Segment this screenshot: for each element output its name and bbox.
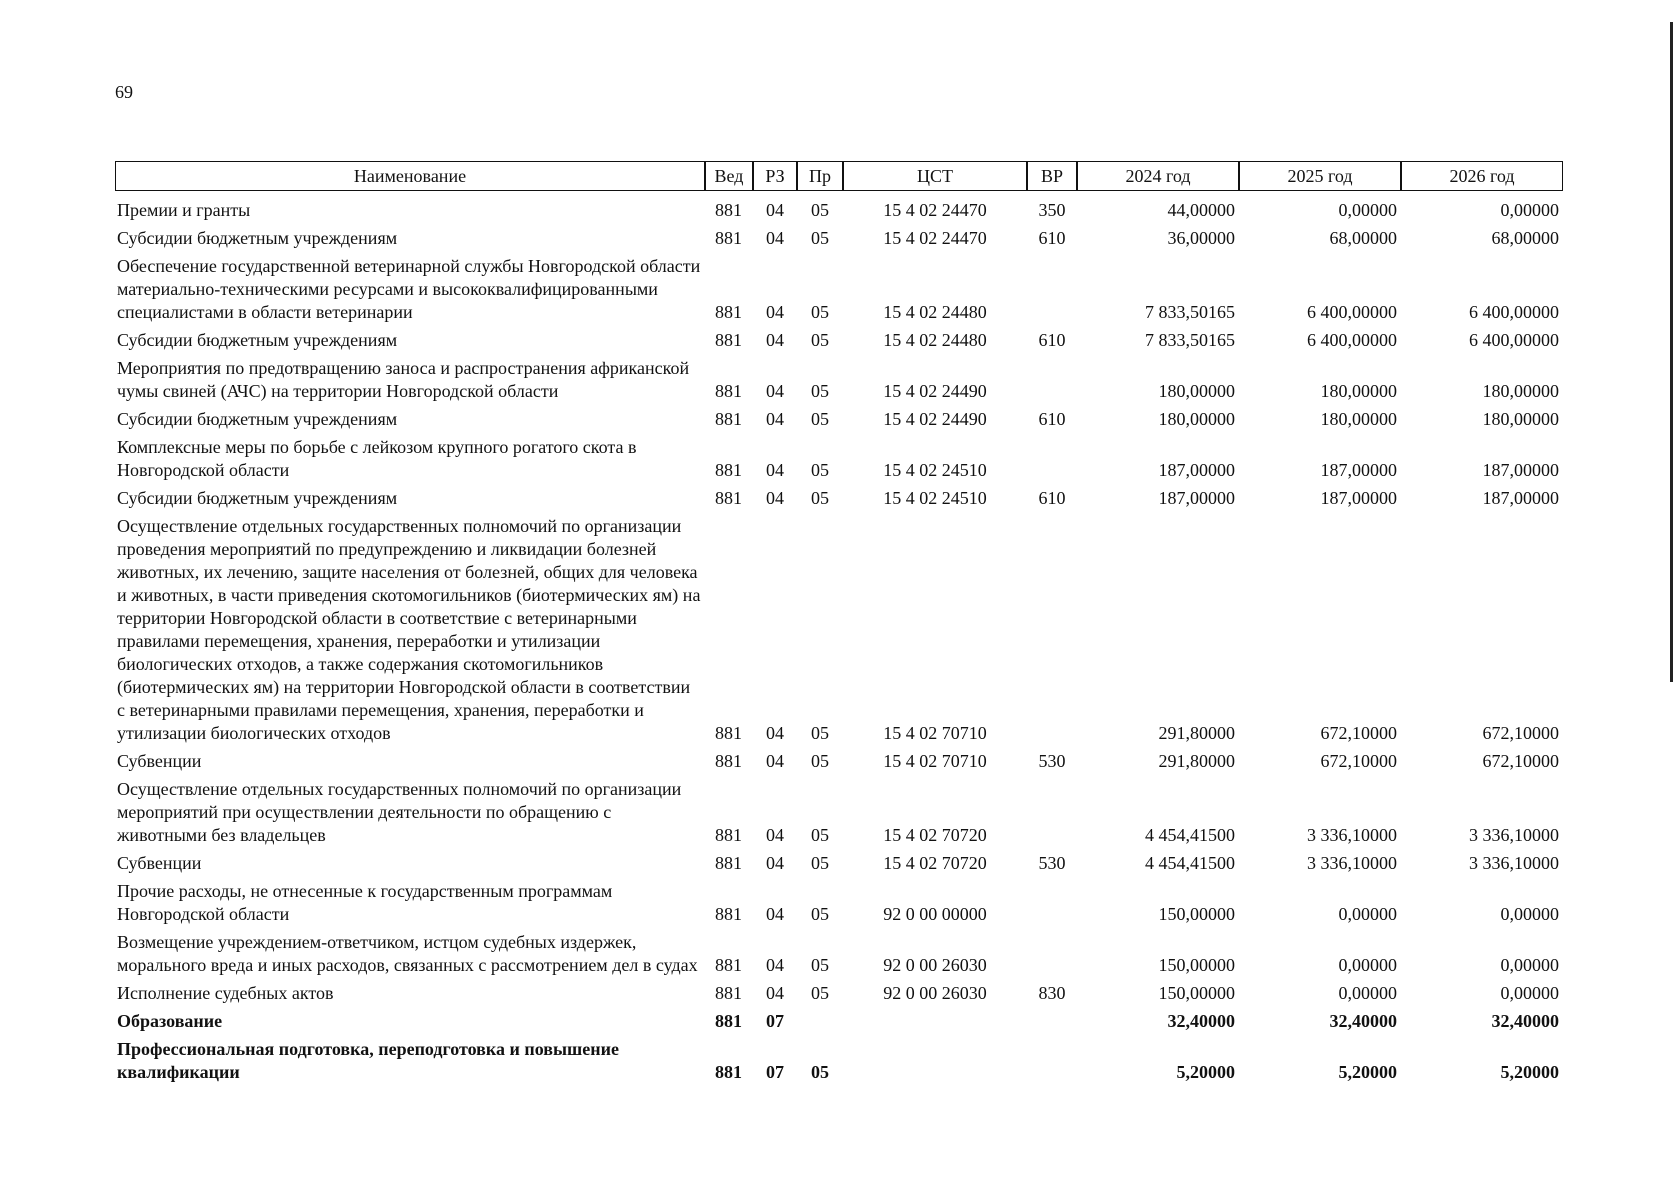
cell-rz: 07 — [766, 1011, 784, 1031]
header-cst: ЦСТ — [843, 161, 1027, 191]
cell-rz: 04 — [766, 904, 784, 924]
cell-vr — [1027, 510, 1077, 745]
cell-2024: 44,00000 — [1167, 200, 1235, 220]
cell-name: Субсидии бюджетным учреждениям — [117, 228, 398, 248]
cell-vr: 350 — [1038, 200, 1066, 220]
cell-rz: 07 — [766, 1062, 784, 1082]
cell-name: Премии и гранты — [117, 200, 251, 220]
cell-cst: 15 4 02 24510 — [883, 460, 987, 480]
cell-ved: 881 — [715, 1011, 742, 1031]
cell-rz: 04 — [766, 825, 784, 845]
table-row — [115, 482, 1563, 510]
cell-2024: 4 454,41500 — [1145, 825, 1235, 845]
table-row — [115, 431, 1563, 482]
header-2026: 2026 год — [1401, 161, 1563, 191]
header-rz: РЗ — [753, 161, 797, 191]
cell-vr: 830 — [1038, 983, 1066, 1003]
cell-2024: 187,00000 — [1158, 488, 1235, 508]
cell-vr — [1027, 1033, 1077, 1084]
cell-2026: 672,10000 — [1482, 723, 1559, 743]
cell-2025: 6 400,00000 — [1307, 330, 1397, 350]
table-row — [115, 847, 1563, 875]
cell-pr: 05 — [811, 955, 829, 975]
cell-2025: 6 400,00000 — [1307, 302, 1397, 322]
cell-2024: 291,80000 — [1158, 751, 1235, 771]
cell-vr: 610 — [1038, 488, 1066, 508]
cell-2024: 7 833,50165 — [1145, 302, 1235, 322]
cell-2025: 187,00000 — [1320, 460, 1397, 480]
cell-vr — [1027, 431, 1077, 482]
header-vr: ВР — [1027, 161, 1077, 191]
cell-cst: 92 0 00 26030 — [883, 955, 987, 975]
cell-ved: 881 — [715, 330, 742, 350]
cell-2026: 5,20000 — [1500, 1062, 1559, 1082]
cell-name: Субвенции — [117, 751, 202, 771]
cell-2026: 187,00000 — [1482, 488, 1559, 508]
cell-pr: 05 — [811, 200, 829, 220]
cell-2026: 68,00000 — [1491, 228, 1559, 248]
table-row — [115, 324, 1563, 352]
cell-pr: 05 — [811, 825, 829, 845]
cell-cst: 15 4 02 70720 — [883, 853, 987, 873]
cell-cst: 15 4 02 24480 — [883, 330, 987, 350]
cell-pr: 05 — [811, 330, 829, 350]
cell-2024: 150,00000 — [1158, 904, 1235, 924]
cell-pr: 05 — [811, 723, 829, 743]
table-row — [115, 403, 1563, 431]
cell-2026: 6 400,00000 — [1469, 330, 1559, 350]
cell-name: Возмещение учреждением-ответчиком, истцом судебных издержек, морального вреда и иных расходов, связанных с рассмотрением дел в судах — [117, 932, 698, 975]
header-name: Наименование — [115, 161, 705, 191]
cell-2024: 150,00000 — [1158, 983, 1235, 1003]
cell-2025: 68,00000 — [1329, 228, 1397, 248]
cell-pr: 05 — [811, 228, 829, 248]
cell-vr: 610 — [1038, 409, 1066, 429]
cell-2024: 7 833,50165 — [1145, 330, 1235, 350]
cell-2024: 150,00000 — [1158, 955, 1235, 975]
cell-pr: 05 — [811, 381, 829, 401]
cell-rz: 04 — [766, 488, 784, 508]
cell-name: Образование — [117, 1011, 223, 1031]
cell-2025: 187,00000 — [1320, 488, 1397, 508]
cell-rz: 04 — [766, 330, 784, 350]
cell-2026: 0,00000 — [1500, 904, 1559, 924]
cell-rz: 04 — [766, 302, 784, 322]
cell-name: Исполнение судебных актов — [117, 983, 334, 1003]
cell-vr: 610 — [1038, 228, 1066, 248]
cell-2026: 672,10000 — [1482, 751, 1559, 771]
cell-ved: 881 — [715, 460, 742, 480]
cell-2024: 180,00000 — [1158, 409, 1235, 429]
cell-vr — [1027, 875, 1077, 926]
table-row — [115, 510, 1563, 745]
cell-name: Обеспечение государственной ветеринарной службы Новгородской области материально-техническими ресурсами и высококвалифицированными специалистами в области ветеринарии — [117, 256, 701, 322]
cell-cst: 15 4 02 70710 — [883, 723, 987, 743]
cell-2026: 0,00000 — [1500, 200, 1559, 220]
header-pr: Пр — [797, 161, 843, 191]
cell-2025: 0,00000 — [1338, 200, 1397, 220]
cell-2026: 0,00000 — [1500, 955, 1559, 975]
cell-pr: 05 — [811, 853, 829, 873]
cell-vr — [1027, 1005, 1077, 1033]
table-body — [115, 191, 1563, 1084]
cell-name: Профессиональная подготовка, переподготовка и повышение квалификации — [117, 1039, 619, 1082]
header-2025: 2025 год — [1239, 161, 1401, 191]
cell-rz: 04 — [766, 983, 784, 1003]
cell-pr: 05 — [811, 983, 829, 1003]
table-row — [115, 926, 1563, 977]
cell-ved: 881 — [715, 409, 742, 429]
cell-name: Осуществление отдельных государственных полномочий по организации мероприятий при осуществлении деятельности по обращению с животными без владельцев — [117, 779, 682, 845]
cell-cst: 15 4 02 24490 — [883, 381, 987, 401]
cell-cst: 15 4 02 24470 — [883, 200, 987, 220]
cell-vr — [1027, 926, 1077, 977]
table-row — [115, 191, 1563, 222]
cell-vr: 530 — [1038, 751, 1066, 771]
cell-2024: 5,20000 — [1176, 1062, 1235, 1082]
cell-vr — [1027, 773, 1077, 847]
cell-name: Осуществление отдельных государственных полномочий по организации проведения мероприятий по предупреждению и ликвидации болезней животных, их лечению, защите населения от болезней, общих для человека и животных, в части приведения скотомогильников (биотермических ям) на территории Новгородской области в соответствие с ветеринарными правилами перемещения, хранения, переработки и утилизации биологических отходов, а также содержания скотомогильников (биотермических ям) на территории Новгородской области в соответствии с ветеринарными правилами перемещения, хранения, переработки и утилизации биологических отходов — [117, 516, 701, 743]
cell-ved: 881 — [715, 200, 742, 220]
cell-cst: 15 4 02 24470 — [883, 228, 987, 248]
cell-2025: 0,00000 — [1338, 904, 1397, 924]
cell-name: Субвенции — [117, 853, 202, 873]
budget-table — [115, 161, 1563, 1084]
cell-rz: 04 — [766, 409, 784, 429]
cell-ved: 881 — [715, 853, 742, 873]
cell-rz: 04 — [766, 723, 784, 743]
cell-ved: 881 — [715, 302, 742, 322]
header-2024: 2024 год — [1077, 161, 1239, 191]
table-row — [115, 1033, 1563, 1084]
cell-pr: 05 — [811, 302, 829, 322]
cell-pr — [797, 1005, 843, 1033]
cell-rz: 04 — [766, 460, 784, 480]
cell-2026: 180,00000 — [1482, 381, 1559, 401]
cell-rz: 04 — [766, 751, 784, 771]
cell-ved: 881 — [715, 228, 742, 248]
cell-2025: 5,20000 — [1338, 1062, 1397, 1082]
header-ved: Вед — [705, 161, 753, 191]
cell-cst: 92 0 00 26030 — [883, 983, 987, 1003]
cell-name: Субсидии бюджетным учреждениям — [117, 488, 398, 508]
cell-pr: 05 — [811, 409, 829, 429]
cell-2025: 672,10000 — [1320, 723, 1397, 743]
cell-rz: 04 — [766, 200, 784, 220]
cell-rz: 04 — [766, 955, 784, 975]
cell-2025: 32,40000 — [1329, 1011, 1397, 1031]
cell-ved: 881 — [715, 723, 742, 743]
cell-2025: 3 336,10000 — [1307, 825, 1397, 845]
cell-pr: 05 — [811, 460, 829, 480]
cell-2025: 0,00000 — [1338, 955, 1397, 975]
cell-2024: 36,00000 — [1167, 228, 1235, 248]
table-row — [115, 773, 1563, 847]
cell-2025: 3 336,10000 — [1307, 853, 1397, 873]
cell-2026: 32,40000 — [1491, 1011, 1559, 1031]
cell-cst: 15 4 02 70710 — [883, 751, 987, 771]
cell-2026: 180,00000 — [1482, 409, 1559, 429]
cell-cst: 15 4 02 24510 — [883, 488, 987, 508]
cell-vr — [1027, 352, 1077, 403]
cell-ved: 881 — [715, 751, 742, 771]
cell-2026: 187,00000 — [1482, 460, 1559, 480]
cell-2025: 180,00000 — [1320, 381, 1397, 401]
cell-name: Мероприятия по предотвращению заноса и распространения африканской чумы свиней (АЧС) на территории Новгородской области — [117, 358, 690, 401]
cell-vr: 610 — [1038, 330, 1066, 350]
table-row — [115, 875, 1563, 926]
cell-2026: 0,00000 — [1500, 983, 1559, 1003]
cell-pr: 05 — [811, 904, 829, 924]
cell-2025: 180,00000 — [1320, 409, 1397, 429]
table-row — [115, 745, 1563, 773]
cell-ved: 881 — [715, 904, 742, 924]
cell-rz: 04 — [766, 381, 784, 401]
cell-name: Комплексные меры по борьбе с лейкозом крупного рогатого скота в Новгородской области — [117, 437, 637, 480]
cell-ved: 881 — [715, 381, 742, 401]
cell-ved: 881 — [715, 955, 742, 975]
cell-2024: 180,00000 — [1158, 381, 1235, 401]
cell-pr: 05 — [811, 488, 829, 508]
cell-2026: 6 400,00000 — [1469, 302, 1559, 322]
cell-cst — [843, 1005, 1027, 1033]
cell-2026: 3 336,10000 — [1469, 853, 1559, 873]
cell-name: Субсидии бюджетным учреждениям — [117, 330, 398, 350]
cell-2024: 32,40000 — [1167, 1011, 1235, 1031]
cell-cst: 15 4 02 70720 — [883, 825, 987, 845]
page-number: 69 — [115, 82, 133, 102]
cell-cst: 15 4 02 24490 — [883, 409, 987, 429]
cell-cst: 15 4 02 24480 — [883, 302, 987, 322]
cell-2024: 187,00000 — [1158, 460, 1235, 480]
cell-pr: 05 — [811, 1062, 829, 1082]
cell-ved: 881 — [715, 983, 742, 1003]
cell-ved: 881 — [715, 488, 742, 508]
cell-ved: 881 — [715, 1062, 742, 1082]
table-row — [115, 352, 1563, 403]
table-row — [115, 977, 1563, 1005]
cell-pr: 05 — [811, 751, 829, 771]
cell-name: Прочие расходы, не отнесенные к государственным программам Новгородской области — [117, 881, 613, 924]
cell-cst: 92 0 00 00000 — [883, 904, 987, 924]
table-row — [115, 1005, 1563, 1033]
cell-rz: 04 — [766, 853, 784, 873]
cell-ved: 881 — [715, 825, 742, 845]
cell-rz: 04 — [766, 228, 784, 248]
cell-cst — [843, 1033, 1027, 1084]
scan-edge-line — [1670, 22, 1673, 682]
table-row — [115, 222, 1563, 250]
table-header — [115, 161, 1563, 191]
cell-name: Субсидии бюджетным учреждениям — [117, 409, 398, 429]
cell-vr — [1027, 250, 1077, 324]
cell-2026: 3 336,10000 — [1469, 825, 1559, 845]
cell-2025: 672,10000 — [1320, 751, 1397, 771]
table-row — [115, 250, 1563, 324]
cell-2024: 291,80000 — [1158, 723, 1235, 743]
cell-2024: 4 454,41500 — [1145, 853, 1235, 873]
cell-2025: 0,00000 — [1338, 983, 1397, 1003]
cell-vr: 530 — [1038, 853, 1066, 873]
